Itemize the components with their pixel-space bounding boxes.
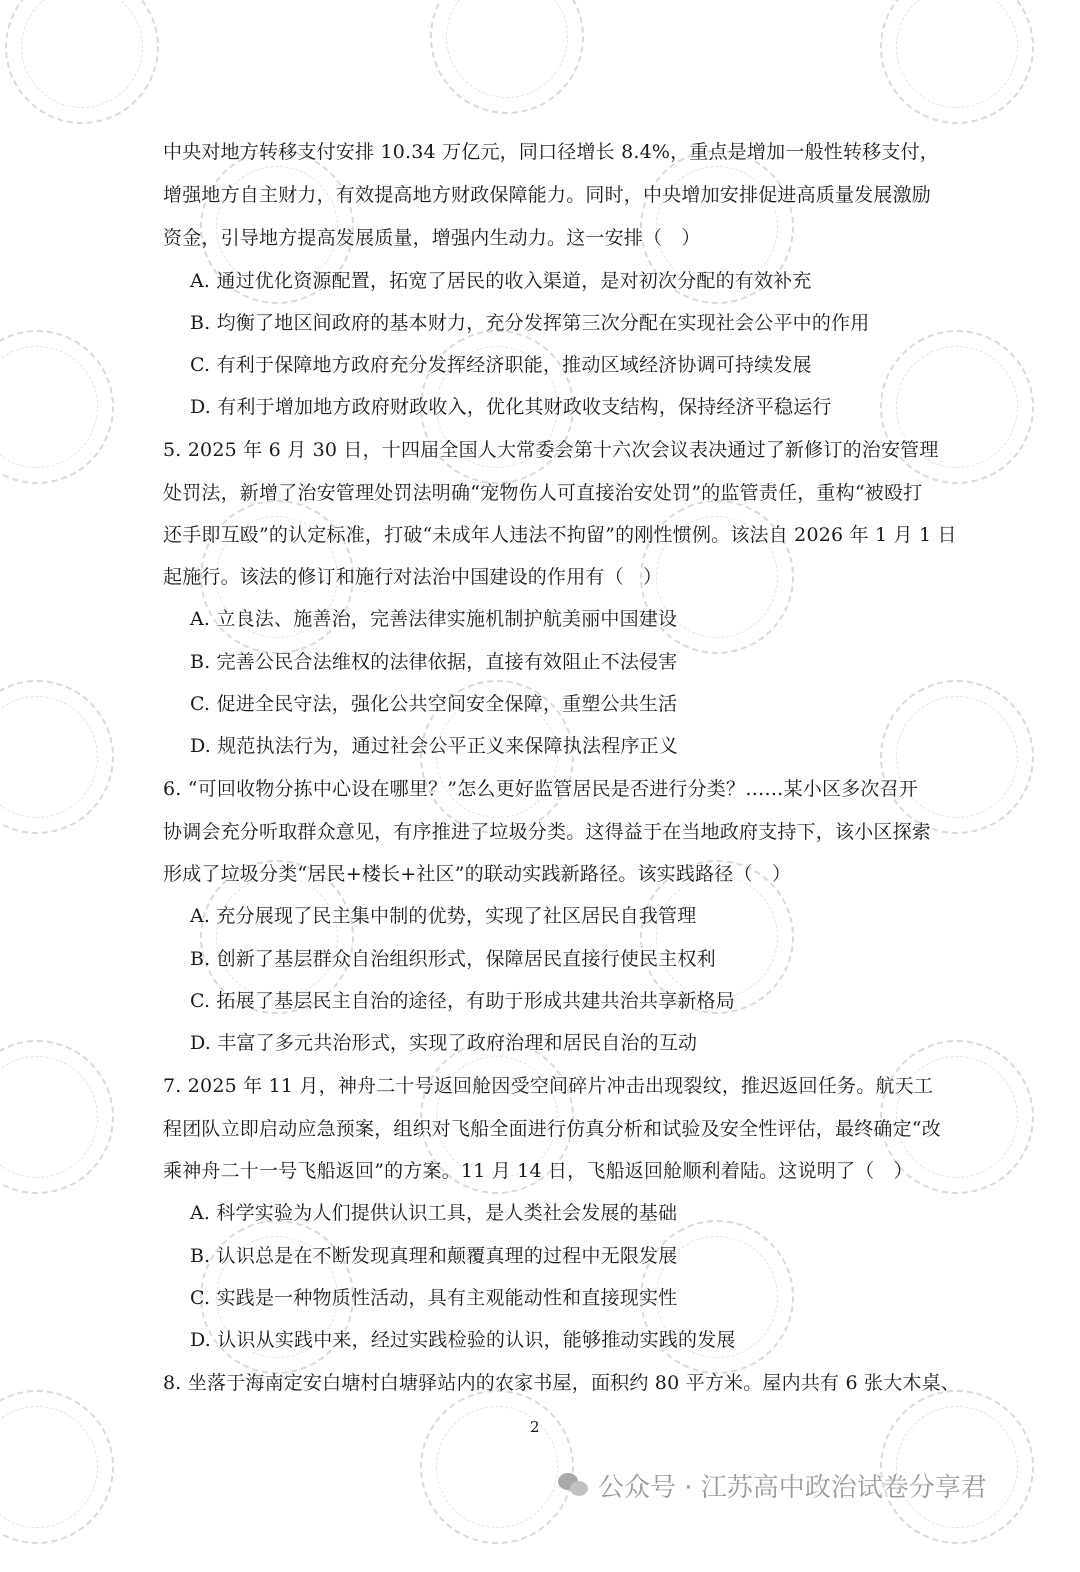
question-stem-line: 处罚法，新增了治安管理处罚法明确“宠物伤人可直接治安处罚”的监管责任，重构“被殴打: [163, 482, 923, 504]
option-b: B. 均衡了地区间政府的基本财力，充分发挥第三次分配在实现社会公平中的作用: [190, 312, 870, 334]
question-stem-line: 形成了垃圾分类“居民+楼长+社区”的联动实践新路径。该实践路径（ ）: [163, 863, 792, 885]
option-a: A. 通过优化资源配置，拓宽了居民的收入渠道，是对初次分配的有效补充: [190, 270, 812, 292]
page-number: 2: [530, 1418, 540, 1436]
footer-text: 公众号 · 江苏高中政治试卷分享君: [598, 1472, 987, 1503]
question-stem-line: 资金，引导地方提高发展质量，增强内生动力。这一安排（ ）: [163, 227, 701, 249]
question-stem-line: 乘神舟二十一号飞船返回”的方案。11 月 14 日，飞船返回舱顺利着陆。这说明了（ ）: [163, 1160, 913, 1182]
option-c: C. 有利于保障地方政府充分发挥经济职能，推动区域经济协调可持续发展: [190, 354, 812, 376]
question-stem-line: 起施行。该法的修订和施行对法治中国建设的作用有（ ）: [163, 566, 663, 588]
question-stem-line: 中央对地方转移支付安排 10.34 万亿元，同口径增长 8.4%，重点是增加一般性转移支付，: [163, 141, 939, 163]
question-stem-line: 8. 坐落于海南定安白塘村白塘驿站内的农家书屋，面积约 80 平方米。屋内共有 6 张大木桌、: [163, 1372, 960, 1394]
question-stem-line: 程团队立即启动应急预案，组织对飞船全面进行仿真分析和试验及安全性评估，最终确定“改: [163, 1118, 941, 1140]
watermark-stamp: [852, 0, 1062, 152]
option-d: D. 规范执法行为，通过社会公平正义来保障执法程序正义: [190, 735, 679, 757]
watermark-stamp: [0, 302, 142, 512]
question-stem-line: 还手即互殴”的认定标准，打破“未成年人违法不拘留”的刚性惯例。该法自 2026 年 1 月 1 日: [163, 524, 957, 546]
question-stem-line: 协调会充分听取群众意见，有序推进了垃圾分类。这得益于在当地政府支持下，该小区探索: [163, 821, 932, 843]
watermark-stamp: [0, 0, 187, 152]
question-stem-line: 6. “可回收物分拣中心设在哪里？”怎么更好监管居民是否进行分类？……某小区多次召开: [163, 778, 918, 800]
option-a: A. 科学实验为人们提供认识工具，是人类社会发展的基础: [190, 1202, 678, 1224]
question-stem-line: 增强地方自主财力，有效提高地方财政保障能力。同时，中央增加安排促进高质量发展激励: [163, 184, 932, 206]
option-d: D. 有利于增加地方政府财政收入，优化其财政收支结构，保持经济平稳运行: [190, 396, 832, 418]
option-a: A. 立良法、施善治，完善法律实施机制护航美丽中国建设: [190, 608, 678, 630]
question-stem-line: 7. 2025 年 11 月，神舟二十号返回舱因受空间碎片冲击出现裂纹，推迟返回任务。航天工: [163, 1075, 934, 1097]
option-b: B. 创新了基层群众自治组织形式，保障居民直接行使民主权利: [190, 948, 716, 970]
option-c: C. 促进全民守法，强化公共空间安全保障，重塑公共生活: [190, 693, 678, 715]
watermark-stamp: [0, 652, 142, 862]
footer-watermark: [558, 1465, 987, 1505]
question-stem-line: 5. 2025 年 6 月 30 日，十四届全国人大常委会第十六次会议表决通过了新修订的治安管理: [163, 439, 939, 461]
option-d: D. 丰富了多元共治形式，实现了政府治理和居民自治的互动: [190, 1032, 698, 1054]
option-d: D. 认识从实践中来，经过实践检验的认识，能够推动实践的发展: [190, 1329, 736, 1351]
option-b: B. 认识总是在不断发现真理和颠覆真理的过程中无限发展: [190, 1245, 678, 1267]
watermark-stamp: [0, 1012, 142, 1222]
option-a: A. 充分展现了民主集中制的优势，实现了社区居民自我管理: [190, 905, 697, 927]
watermark-stamp: [0, 1362, 142, 1572]
option-c: C. 拓展了基层民主自治的途径，有助于形成共建共治共享新格局: [190, 990, 735, 1012]
watermark-stamp: [402, 0, 612, 142]
option-c: C. 实践是一种物质性活动，具有主观能动性和直接现实性: [190, 1287, 678, 1309]
option-b: B. 完善公民合法维权的法律依据，直接有效阻止不法侵害: [190, 651, 678, 673]
wechat-icon: [558, 1471, 590, 1499]
